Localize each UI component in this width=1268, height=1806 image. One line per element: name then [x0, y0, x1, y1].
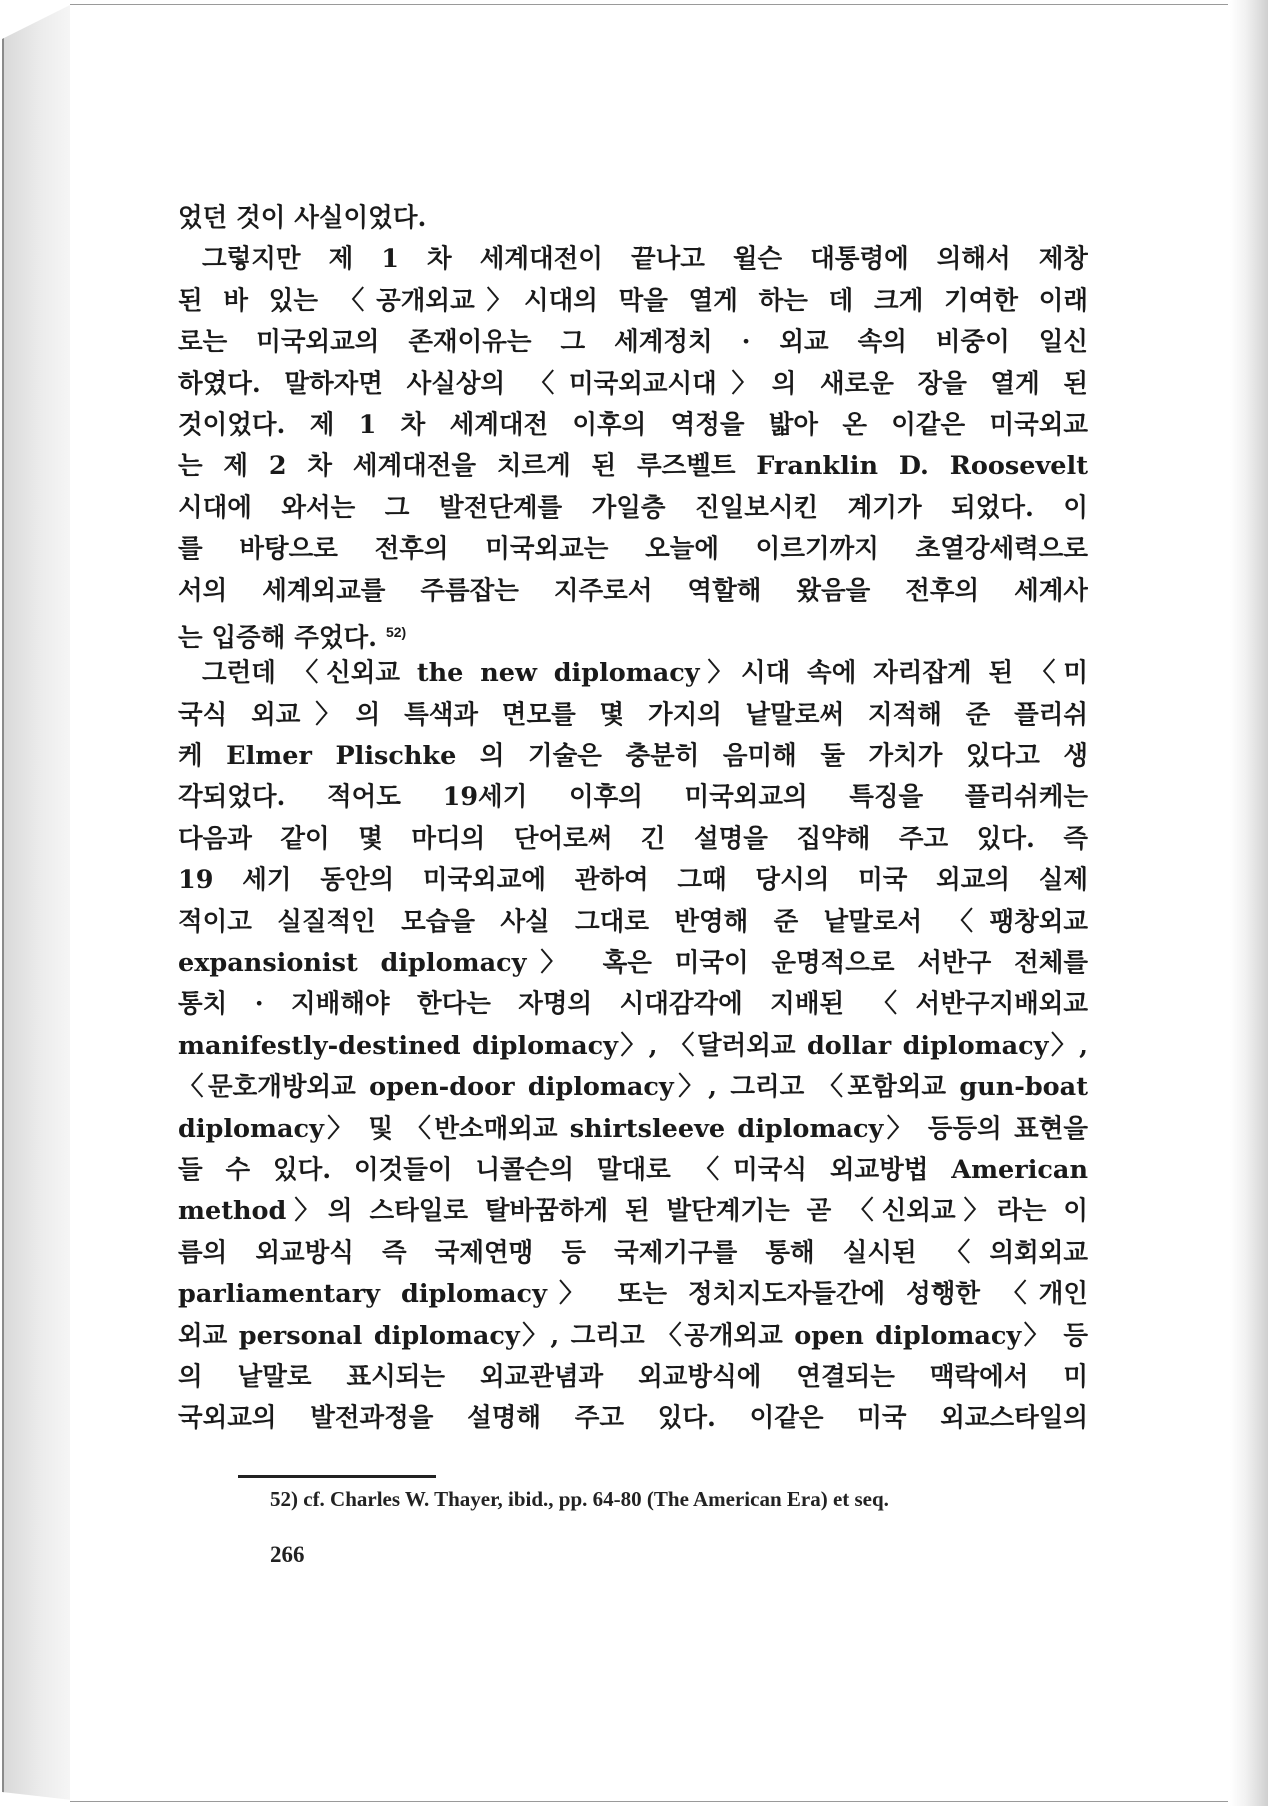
book-spine — [2, 4, 72, 1800]
text-line: 그렇지만 제 1 차 세계대전이 끝나고 윌슨 대통령에 의해서 제창 — [202, 244, 1088, 275]
text-line: 국식 외교〉의 특색과 면모를 몇 가지의 낱말로써 지적해 준 플리쉬 — [178, 699, 1088, 730]
text-line: 외교 personal diplomacy〉, 그리고 〈공개외교 open diplomacy〉 등 — [178, 1320, 1088, 1351]
text-line: 는 제 2 차 세계대전을 치르게 된 루즈벨트 Franklin D. Roosevelt — [178, 451, 1088, 482]
text-line: 서의 세계외교를 주름잡는 지주로서 역할해 왔음을 전후의 세계사 — [178, 575, 1088, 606]
text-line: 시대에 와서는 그 발전단계를 가일층 진일보시킨 계기가 되었다. 이 — [178, 492, 1088, 523]
footnote-reference: 52) — [385, 623, 407, 640]
text-line: 었던 것이 사실이었다. — [178, 203, 427, 233]
text-line: 적이고 실질적인 모습을 사실 그대로 반영해 준 낱말로서 〈팽창외교 — [178, 906, 1088, 937]
text-line: 의 낱말로 표시되는 외교관념과 외교방식에 연결되는 맥락에서 미 — [178, 1361, 1088, 1392]
text-line: 다음과 같이 몇 마디의 단어로써 긴 설명을 집약해 주고 있다. 즉 — [178, 823, 1088, 854]
text-line: 통치 · 지배해야 한다는 자명의 시대감각에 지배된 〈서반구지배외교 — [178, 989, 1088, 1020]
text-line: 들 수 있다. 이것들이 니콜슨의 말대로 〈미국식 외교방법 American — [178, 1154, 1088, 1185]
text-line: parliamentary diplomacy〉 또는 정치지도자들간에 성행한 〈개인 — [178, 1279, 1088, 1310]
text-line: 름의 외교방식 즉 국제연맹 등 국제기구를 통해 실시된 〈의회외교 — [178, 1237, 1088, 1268]
page-number: 266 — [270, 1542, 305, 1567]
text-line: 하였다. 말하자면 사실상의 〈미국외교시대〉의 새로운 장을 열게 된 — [178, 368, 1088, 399]
text-line: 는 입증해 주었다. — [178, 622, 378, 653]
text-line: 로는 미국외교의 존재이유는 그 세계정치 · 외교 속의 비중이 일신 — [178, 327, 1088, 358]
text-line: 19 세기 동안의 미국외교에 관하여 그때 당시의 미국 외교의 실제 — [178, 865, 1088, 896]
text-line: 것이었다. 제 1 차 세계대전 이후의 역정을 밟아 온 이같은 미국외교 — [178, 409, 1088, 440]
text-line: diplomacy〉 및 〈반소매외교 shirtsleeve diplomacy〉 등등의 표현을 — [178, 1113, 1088, 1144]
body-text — [178, 198, 1088, 1440]
text-line: 된 바 있는 〈공개외교〉시대의 막을 열게 하는 데 크게 기여한 이래 — [178, 285, 1088, 316]
footnote: 52) cf. Charles W. Thayer, ibid., pp. 64-80 (The American Era) et seq. — [270, 1487, 889, 1511]
text-line: manifestly-destined diplomacy〉, 〈달러외교 dollar diplomacy〉, — [178, 1030, 1088, 1061]
text-line: 케 Elmer Plischke 의 기술은 충분히 음미해 둘 가치가 있다고 생 — [178, 741, 1088, 772]
text-line: 〈문호개방외교 open-door diplomacy〉, 그리고 〈포함외교 gun-boat — [178, 1072, 1088, 1103]
text-line: expansionist diplomacy〉 혹은 미국이 운명적으로 서반구 전체를 — [178, 948, 1088, 979]
text-line-with-footnote — [178, 612, 1088, 653]
text-line: 국외교의 발전과정을 설명해 주고 있다. 이같은 미국 외교스타일의 — [178, 1403, 1088, 1434]
text-line: 를 바탕으로 전후의 미국외교는 오늘에 이르기까지 초열강세력으로 — [178, 534, 1088, 565]
text-line: 각되었다. 적어도 19세기 이후의 미국외교의 특징을 플리쉬케는 — [178, 782, 1088, 813]
text-line: 그런데 〈신외교 the new diplomacy〉시대 속에 자리잡게 된 〈미 — [202, 658, 1088, 689]
page-edge-shadow — [1230, 0, 1268, 1806]
footnote-divider — [238, 1475, 436, 1478]
text-line: method〉의 스타일로 탈바꿈하게 된 발단계기는 곧 〈신외교〉라는 이 — [178, 1196, 1088, 1227]
